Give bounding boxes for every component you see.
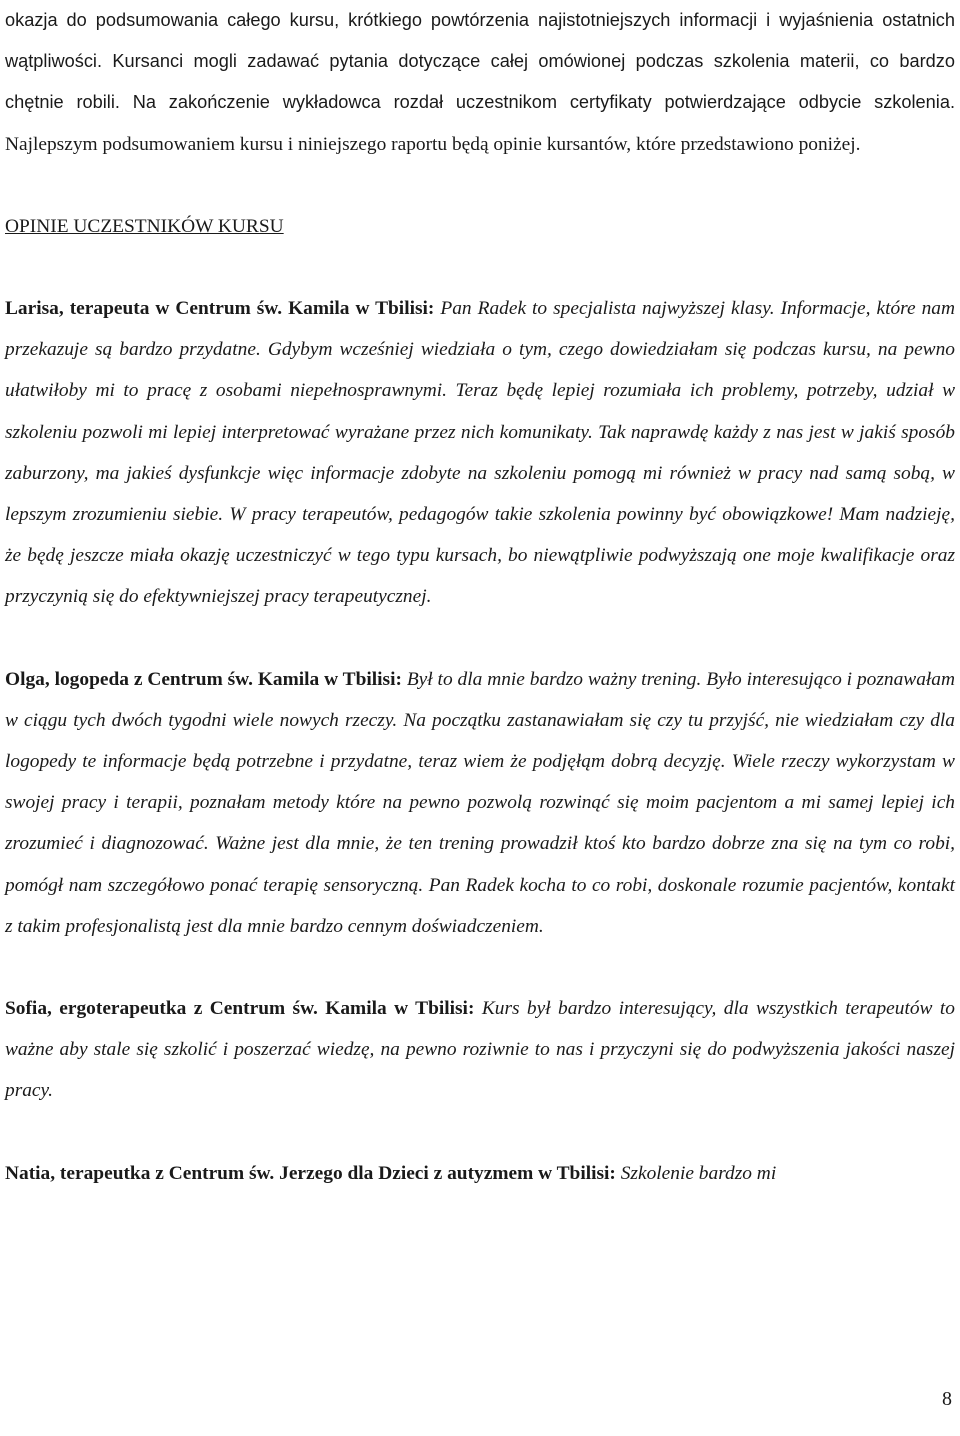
spacer [5,947,955,988]
intro-text-part1: okazja do podsumowania całego kursu, krótkiego powtórzenia najistotniejszych informacji i wyjaśnienia ostatnich wątpliwości. Kursanci mogli zadawać pytania dotyczące całej omówionej podczas szkolenia materii, co bardzo chętnie robili. Na zakończenie wykładowca rozdał uczestnikom certyfikaty potwierdzające odbycie szkolenia. [5,10,955,113]
page-number: 8 [942,1388,952,1410]
opinion-author: Larisa, terapeuta w Centrum św. Kamila w Tbilisi: [5,298,435,320]
opinion-author: Natia, terapeutka z Centrum św. Jerzego dla Dzieci z autyzmem w Tbilisi: [5,1162,616,1184]
opinion-sofia [5,988,955,1112]
opinion-author: Sofia, ergoterapeutka z Centrum św. Kamila w Tbilisi: [5,998,475,1020]
intro-text-part2: Najlepszym podsumowaniem kursu i niniejszego raportu będą opinie kursantów, które przedstawiono poniżej. [5,133,861,155]
document-page [5,0,955,1194]
spacer [5,1112,955,1153]
spacer [5,247,955,288]
opinion-natia [5,1153,955,1194]
opinion-text: Szkolenie bardzo mi [620,1162,777,1184]
spacer [5,618,955,659]
opinion-olga [5,659,955,947]
opinion-text: Był to dla mnie bardzo ważny trening. Było interesująco i poznawałam w ciągu tych dwóch tygodni wiele nowych rzeczy. Na początku zastanawiałam się czy tu przyjść, nie wiedziałam czy dla logopedy te informacje będą potrzebne i przydatne, teraz wiem że podjęłąm dobrą decyzję. Wiele rzeczy wykorzystam w swojej pracy i terapii, poznałam metody które na pewno pozwolą rozwinąć się moim pacjentom a mi samej lepiej ich zrozumieć i diagnozować. Ważne jest dla mnie, że ten trening prowadził ktoś kto bardzo dobrze zna się na tym co robi, pomógł nam szczegółowo ponać terapię sensoryczną. Pan Radek kocha to co robi, doskonale rozumie pacjentów, kontakt z takim profesjonalistą jest dla mnie bardzo cennym doświadczeniem. [5,668,955,937]
opinion-text: Kurs był bardzo interesujący, dla wszystkich terapeutów to ważne aby stale się szkolić i poszerzać wiedzę, na pewno roziwnie to nas i przyczyni się do podwyższenia jakości naszej pracy. [5,998,955,1102]
intro-paragraph [5,0,955,165]
section-heading: OPINIE UCZESTNIKÓW KURSU [5,215,284,237]
opinion-author: Olga, logopeda z Centrum św. Kamila w Tbilisi: [5,668,402,690]
opinion-text: Pan Radek to specjalista najwyższej klasy. Informacje, które nam przekazuje są bardzo przydatne. Gdybym wcześniej wiedziała o tym, czego dowiedziałam się podczas kursu, na pewno ułatwiłoby mi to pracę z osobami niepełnosprawnymi. Teraz będę lepiej rozumiała ich problemy, potrzeby, udział w szkoleniu pozwoli mi lepiej interpretować wyrażane przez nich komunikaty. Tak naprawdę każdy z nas jest w jakiś sposób zaburzony, ma jakieś dysfunkcje więc informacje zdobyte na szkoleniu pomogą mi również w pracy nad samą sobą, w lepszym zrozumieniu siebie. W pracy terapeutów, pedagogów takie szkolenia powinny być obowiązkowe! Mam nadzieję, że będę jeszcze miała okazję uczestniczyć w tego typu kursach, bo niewątpliwie podwyższają one moje kwalifikacje oraz przyczynią się do efektywniejszej pracy terapeutycznej. [5,298,955,608]
opinion-larisa [5,288,955,618]
